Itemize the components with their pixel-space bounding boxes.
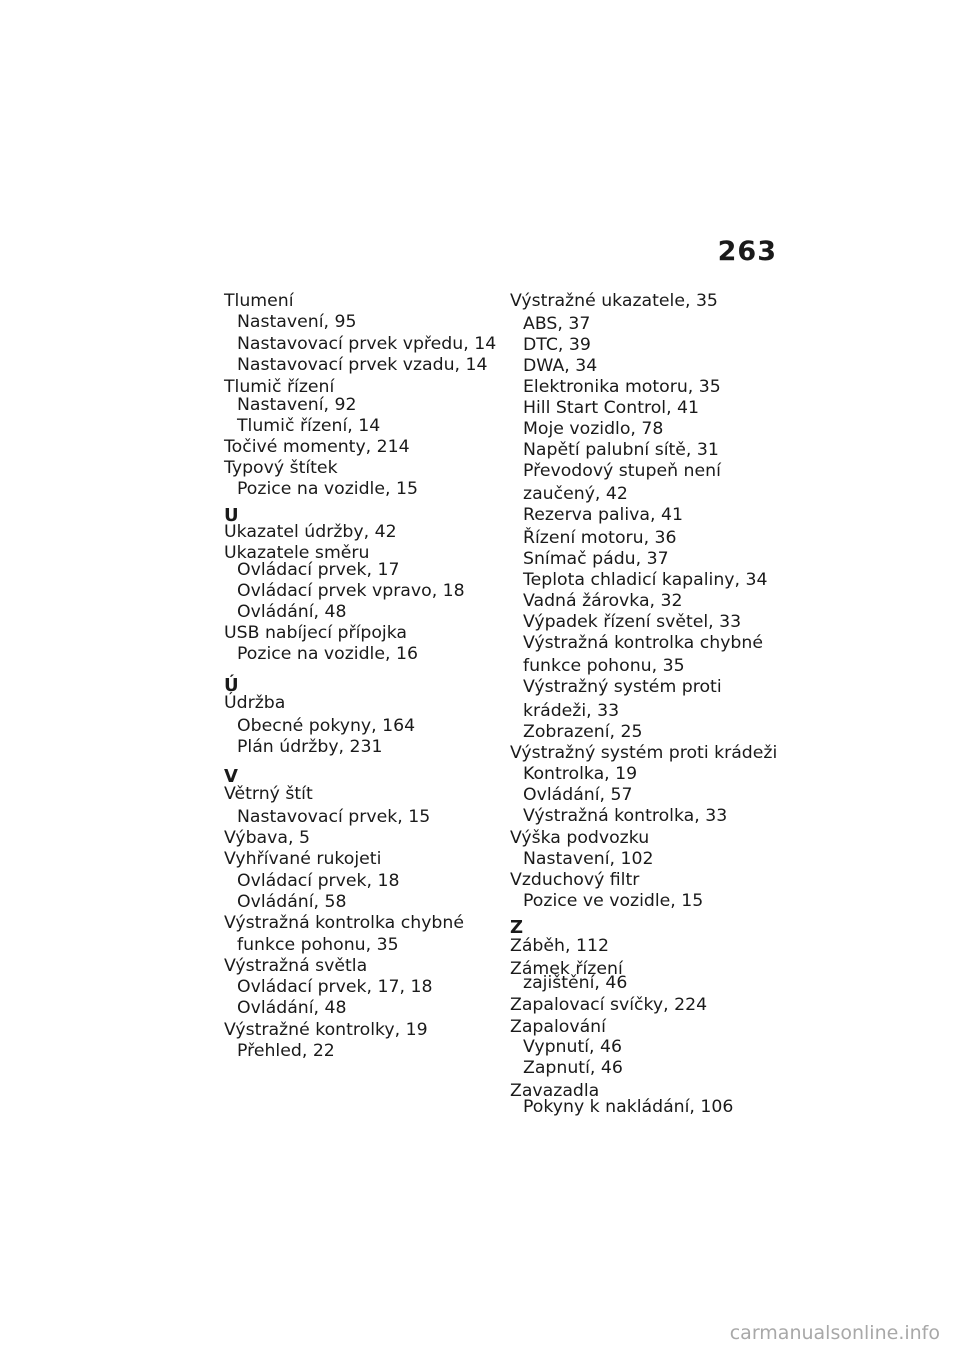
index-entry: Výstražné ukazatele, 35 — [510, 291, 718, 311]
index-entry: Výška podvozku — [510, 828, 650, 848]
index-entry: Vzduchový filtr — [510, 870, 640, 890]
index-subentry: Nastavovací prvek vpředu, 14 — [237, 334, 497, 354]
index-subentry: krádeži, 33 — [523, 701, 620, 721]
index-subentry: Řízení motoru, 36 — [523, 528, 677, 548]
index-subentry: zajištění, 46 — [523, 973, 628, 993]
index-subentry: Nastavovací prvek, 15 — [237, 807, 431, 827]
index-subentry: Pokyny k nakládání, 106 — [523, 1097, 734, 1117]
index-subentry: Výstražná kontrolka chybné — [523, 633, 763, 653]
index-entry: Výstražné kontrolky, 19 — [224, 1020, 428, 1040]
index-subentry: Moje vozidlo, 78 — [523, 419, 664, 439]
index-subentry: Hill Start Control, 41 — [523, 398, 700, 418]
index-subentry: Obecné pokyny, 164 — [237, 716, 416, 736]
index-subentry: DTC, 39 — [523, 335, 591, 355]
index-section-letter: Ú — [224, 675, 239, 696]
index-subentry: Zobrazení, 25 — [523, 722, 643, 742]
index-subentry: Výpadek řízení světel, 33 — [523, 612, 742, 632]
page-number: 263 — [717, 236, 777, 267]
index-subentry: Nastavovací prvek vzadu, 14 — [237, 355, 488, 375]
index-entry: Záběh, 112 — [510, 936, 609, 956]
index-subentry: ABS, 37 — [523, 314, 591, 334]
index-subentry: Pozice na vozidle, 16 — [237, 644, 418, 664]
index-entry: Výstražná světla — [224, 956, 368, 976]
index-entry: Vyhřívané rukojeti — [224, 849, 382, 869]
index-subentry: Teplota chladicí kapaliny, 34 — [523, 570, 768, 590]
index-subentry: zaučený, 42 — [523, 484, 628, 504]
index-subentry: Nastavení, 92 — [237, 395, 357, 415]
index-entry: Tlumení — [224, 291, 294, 311]
index-subentry: Pozice na vozidle, 15 — [237, 479, 418, 499]
index-section-letter: V — [224, 766, 238, 787]
index-subentry: Plán údržby, 231 — [237, 737, 383, 757]
index-subentry: Ovládací prvek vpravo, 18 — [237, 581, 465, 601]
index-entry: Ukazatel údržby, 42 — [224, 522, 397, 542]
index-entry: Zapalování — [510, 1017, 606, 1037]
index-subentry: Tlumič řízení, 14 — [237, 416, 381, 436]
index-entry: Typový štítek — [224, 458, 338, 478]
index-subentry: Rezerva paliva, 41 — [523, 505, 683, 525]
index-subentry: Kontrolka, 19 — [523, 764, 638, 784]
index-entry: Ukazatele směru — [224, 543, 370, 563]
index-entry: Zapalovací svíčky, 224 — [510, 995, 708, 1015]
index-subentry: Ovládání, 48 — [237, 602, 347, 622]
index-subentry: Ovládací prvek, 18 — [237, 871, 400, 891]
watermark: carmanualsonline.info — [729, 1322, 940, 1344]
index-subentry: Ovládací prvek, 17 — [237, 560, 400, 580]
index-subentry: Ovládání, 48 — [237, 998, 347, 1018]
index-subentry: Vypnutí, 46 — [523, 1037, 623, 1057]
index-subentry: DWA, 34 — [523, 356, 598, 376]
index-entry: Údržba — [224, 693, 286, 713]
index-subentry: Napětí palubní sítě, 31 — [523, 440, 719, 460]
index-entry: Zámek řízení — [510, 959, 623, 979]
index-subentry: Ovládací prvek, 17, 18 — [237, 977, 433, 997]
index-subentry: Snímač pádu, 37 — [523, 549, 669, 569]
index-subentry: Ovládání, 58 — [237, 892, 347, 912]
index-entry: Výstražná kontrolka chybné — [224, 913, 464, 933]
index-entry: USB nabíjecí přípojka — [224, 623, 408, 643]
index-subentry: Nastavení, 95 — [237, 312, 357, 332]
index-subentry: Výstražná kontrolka, 33 — [523, 806, 728, 826]
index-subentry: Nastavení, 102 — [523, 849, 654, 869]
index-entry: Výstražný systém proti krádeži — [510, 743, 778, 763]
index-section-letter: U — [224, 505, 239, 526]
index-entry: Větrný štít — [224, 784, 313, 804]
index-subentry: funkce pohonu, 35 — [523, 656, 685, 676]
index-entry: Zavazadla — [510, 1081, 600, 1101]
index-subentry: Pozice ve vozidle, 15 — [523, 891, 704, 911]
index-entry: Výbava, 5 — [224, 828, 310, 848]
index-subentry: Elektronika motoru, 35 — [523, 377, 721, 397]
index-subentry: Převodový stupeň není — [523, 461, 721, 481]
index-subentry: Výstražný systém proti — [523, 677, 722, 697]
index-entry: Točivé momenty, 214 — [224, 437, 410, 457]
index-entry: Tlumič řízení — [224, 377, 335, 397]
index-subentry: Zapnutí, 46 — [523, 1058, 623, 1078]
index-section-letter: Z — [510, 917, 524, 938]
index-subentry: Ovládání, 57 — [523, 785, 633, 805]
index-subentry: Přehled, 22 — [237, 1041, 335, 1061]
index-subentry: funkce pohonu, 35 — [237, 935, 399, 955]
index-subentry: Vadná žárovka, 32 — [523, 591, 683, 611]
